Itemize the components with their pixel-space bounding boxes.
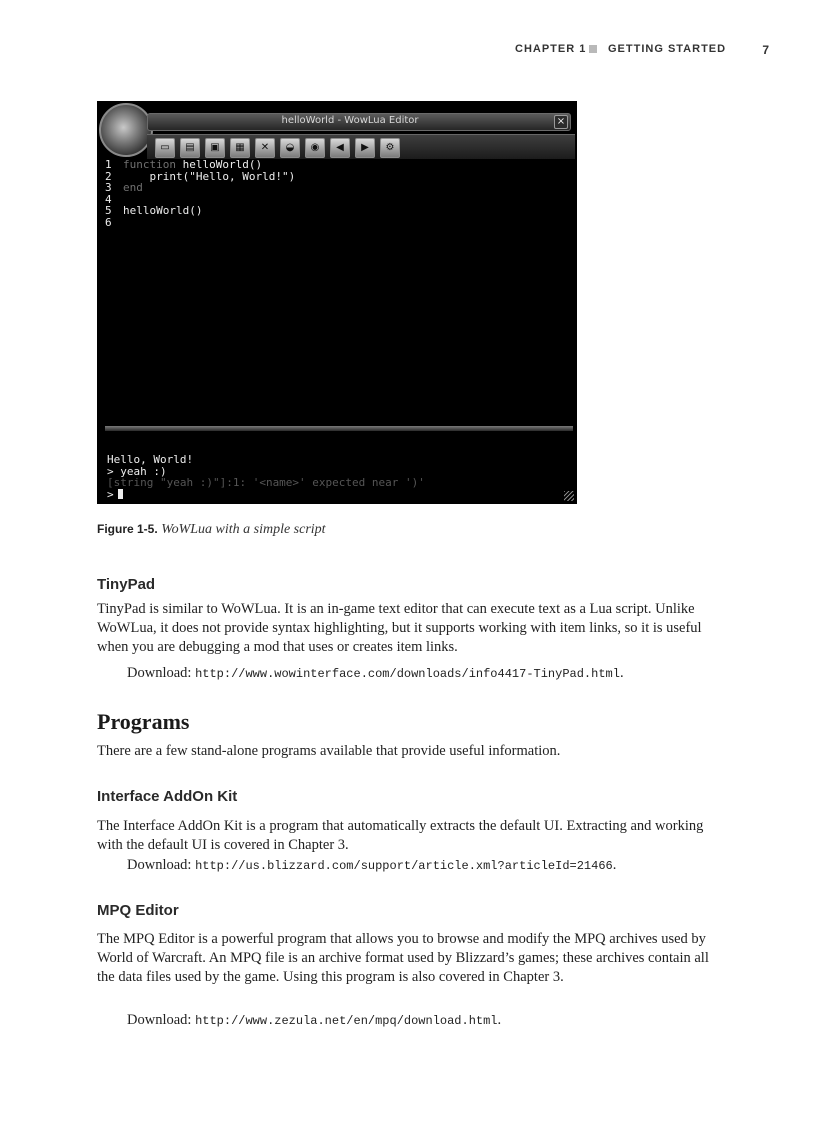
lock-icon[interactable]: ◒: [280, 138, 300, 158]
addon-kit-heading: Interface AddOn Kit: [97, 788, 238, 805]
download-label: Download:: [127, 857, 192, 873]
window-titlebar[interactable]: [147, 113, 571, 131]
addon-kit-download: Download: http://us.blizzard.com/support/article.xml?articleId=21466.: [127, 857, 617, 873]
close-button[interactable]: ×: [554, 115, 568, 129]
download-label: Download:: [127, 1012, 192, 1028]
window-title: helloWorld - WowLua Editor: [281, 115, 419, 126]
keyword: end: [123, 181, 143, 194]
output-line: Hello, World!: [107, 453, 194, 466]
wowlua-screenshot: [97, 101, 577, 504]
code-line: [105, 205, 571, 217]
output-console[interactable]: [107, 454, 567, 500]
pane-divider[interactable]: [105, 426, 573, 431]
mpq-editor-paragraph: The MPQ Editor is a powerful program that allows you to browse and modify the MPQ archives used by World of Warcraft. An MPQ file is an archive format used by Blizzard’s games; these archives contain all the data files used by the game. Using this program is also covered in Chapter 3.: [97, 931, 709, 985]
chapter-label: CHAPTER 1: [515, 43, 587, 55]
editor-toolbar: [147, 134, 575, 159]
line-number: 2: [105, 169, 112, 183]
download-label: Download:: [127, 665, 192, 681]
programs-heading: Programs: [97, 709, 190, 734]
code-text: helloWorld(): [175, 158, 263, 171]
delete-icon[interactable]: ✕: [255, 138, 275, 158]
section-label: GETTING STARTED: [608, 43, 727, 55]
tinypad-download-link[interactable]: http://www.wowinterface.com/downloads/info4417-TinyPad.html: [195, 667, 620, 681]
text-cursor: [118, 489, 123, 499]
caption-text: WoWLua with a simple script: [161, 522, 326, 537]
addon-kit-paragraph: The Interface AddOn Kit is a program that automatically extracts the default UI. Extracting and working with the default UI is covered in Chapter 3.: [97, 818, 704, 853]
code-line: [105, 217, 571, 229]
save-as-icon[interactable]: ▦: [230, 138, 250, 158]
tinypad-heading: TinyPad: [97, 576, 156, 593]
line-number: 1: [105, 158, 112, 171]
code-text: print("Hello, World!"): [123, 169, 296, 183]
open-file-icon[interactable]: ▤: [180, 138, 200, 158]
page-number: 7: [762, 43, 769, 57]
error-line: [string "yeah :)"]:1: '<name>' expected near ')': [107, 476, 425, 489]
resize-grip-icon[interactable]: [564, 491, 574, 501]
line-number: 4: [105, 192, 112, 206]
mpq-editor-download-link[interactable]: http://www.zezula.net/en/mpq/download.html: [195, 1014, 498, 1028]
addon-kit-download-link[interactable]: http://us.blizzard.com/support/article.xml?articleId=21466: [195, 859, 613, 873]
next-icon[interactable]: ▶: [355, 138, 375, 158]
save-icon[interactable]: ▣: [205, 138, 225, 158]
tinypad-paragraph: TinyPad is similar to WoWLua. It is an in-game text editor that can execute text as a Lua script. Unlike WoWLua, it does not provide syntax highlighting, but it supports working with item links, so it is useful when you are debugging a mod that uses or creates item links.: [97, 601, 702, 655]
new-file-icon[interactable]: ▭: [155, 138, 175, 158]
figure-caption: [97, 522, 326, 538]
output-line: > yeah :): [107, 464, 167, 478]
prompt-symbol: >: [107, 487, 114, 501]
mpq-editor-download: Download: http://www.zezula.net/en/mpq/download.html.: [127, 1012, 502, 1028]
tinypad-download: Download: http://www.wowinterface.com/downloads/info4417-TinyPad.html.: [127, 665, 624, 681]
config-icon[interactable]: ⚙: [380, 138, 400, 158]
line-number: 5: [105, 204, 112, 217]
code-line: [105, 171, 571, 183]
previous-icon[interactable]: ◀: [330, 138, 350, 158]
command-prompt[interactable]: [107, 489, 567, 501]
code-editor[interactable]: [105, 159, 571, 423]
line-number: 6: [105, 215, 112, 229]
code-line: [105, 182, 571, 194]
running-head: [470, 43, 775, 59]
separator-square-icon: [589, 45, 597, 53]
caption-label: Figure 1-5.: [97, 522, 158, 536]
run-icon[interactable]: ◉: [305, 138, 325, 158]
line-number: 3: [105, 181, 112, 194]
code-text: helloWorld(): [123, 204, 203, 217]
mpq-editor-heading: MPQ Editor: [97, 902, 179, 919]
programs-intro: There are a few stand-alone programs available that provide useful information.: [97, 743, 561, 759]
keyword: function: [123, 158, 176, 171]
editor-portrait-icon: [99, 103, 153, 157]
